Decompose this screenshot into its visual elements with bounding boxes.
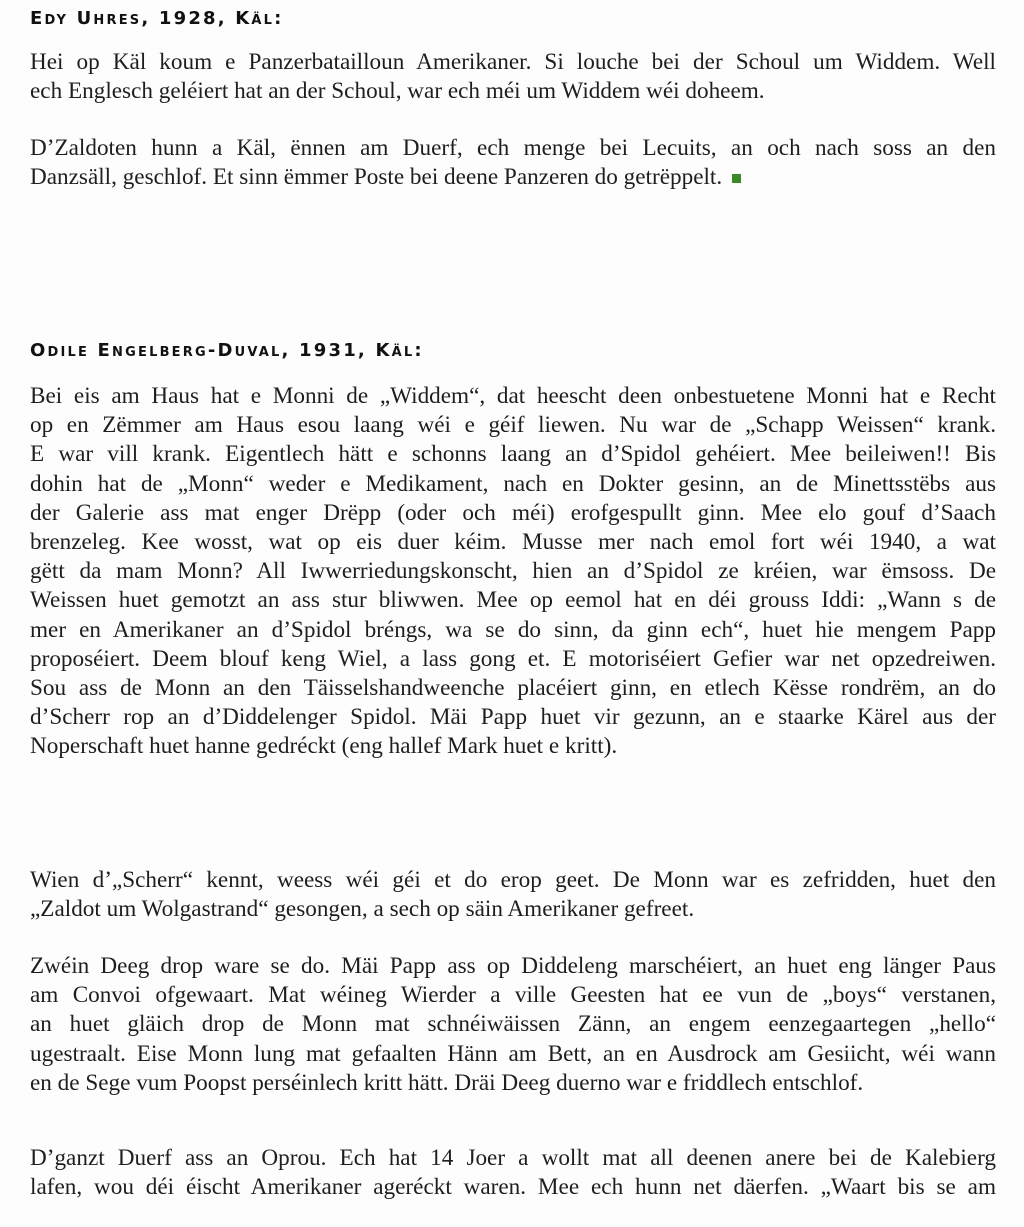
section-heading-odile-engelberg-duval: Odile Engelberg-Duval, 1931, Käl: xyxy=(30,340,424,361)
paragraph xyxy=(30,866,996,924)
text-line: am Convoi ofgewaart. Mat wéineg Wierder a ville Geesten hat ee vun de „boys“ verstanen, xyxy=(30,982,996,1009)
text-line: gëtt da mam Monn? All Iwwerriedungskonscht, hien an d’Spidol ze kréien, war ëmsoss. De xyxy=(30,558,996,585)
text-line: brenzeleg. Kee wosst, wat op eis duer kéim. Musse mer nach emol fort wéi 1940, a wat xyxy=(30,528,996,555)
text-line: Weissen huet gemotzt an ass stur bliwwen. Mee op eemol hat en déi grouss Iddi: „Wann s de xyxy=(30,587,996,614)
text-line: Noperschaft huet hanne gedréckt (eng hallef Mark huet e kritt). xyxy=(30,733,618,760)
text-line: „Zaldot um Wolgastrand“ gesongen, a sech op säin Amerikaner gefreet. xyxy=(30,896,695,923)
text-line: mer en Amerikaner an d’Spidol bréngs, wa se do sinn, da ginn ech“, huet hie mengem Papp xyxy=(30,616,996,643)
section-heading-edy-uhres: Edy Uhres, 1928, Käl: xyxy=(30,8,284,29)
paragraph xyxy=(30,952,996,1098)
text-line: proposéiert. Deem blouf keng Wiel, a lass gong et. E motoriséiert Gefier war net opzedreiwen. xyxy=(30,645,996,672)
text-line: D’ganzt Duerf ass an Oprou. Ech hat 14 Joer a wollt mat all deenen anere bei de Kalebierg xyxy=(30,1145,996,1171)
text-line xyxy=(30,163,996,192)
text-line: d’Scherr rop an d’Diddelenger Spidol. Mäi Papp huet vir gezunn, an e staarke Kärel aus der xyxy=(30,704,996,731)
text-line: der Galerie ass mat enger Drëpp (oder och méi) erofgespullt ginn. Mee elo gouf d’Saach xyxy=(30,499,996,526)
text-line: Zwéin Deeg drop ware se do. Mäi Papp ass op Diddeleng marschéiert, an huet eng länger Paus xyxy=(30,953,996,979)
text-line: ech Englesch geléiert hat an der Schoul, war ech méi um Widdem wéi doheem. xyxy=(30,78,765,105)
text-line-content: Danzsäll, geschlof. Et sinn ëmmer Poste bei deene Panzeren do getrëppelt. xyxy=(30,164,723,191)
text-line: Bei eis am Haus hat e Monni de „Widdem“, dat heescht deen onbestuetene Monni hat e Recht xyxy=(30,383,996,409)
paragraph xyxy=(30,48,996,106)
paragraph xyxy=(30,134,996,192)
text-line: Sou ass de Monn an den Täisselshandweenche placéiert ginn, en etlech Kësse rondrëm, an do xyxy=(30,674,996,701)
text-line: ugestraalt. Eise Monn lung mat gefaalten Hänn am Bett, an en Ausdrock am Gesiicht, wéi wann xyxy=(30,1040,996,1067)
text-line: Hei op Käl koum e Panzerbatailloun Amerikaner. Si louche bei der Schoul um Widdem. Well xyxy=(30,49,996,75)
text-line: Wien d’„Scherr“ kennt, weess wéi géi et do erop geet. De Monn war es zefridden, huet den xyxy=(30,867,996,893)
paragraph xyxy=(30,382,996,761)
green-square-end-mark-icon xyxy=(732,174,741,183)
paragraph xyxy=(30,1144,996,1202)
text-line: en de Sege vum Poopst perséinlech kritt hätt. Dräi Deeg duerno war e friddlech entschlof. xyxy=(30,1069,864,1096)
text-line: lafen, wou déi éischt Amerikaner ageréckt waren. Mee ech hunn net däerfen. „Waart bis se am xyxy=(30,1174,996,1201)
text-line: op en Zëmmer am Haus esou laang wéi e géif liewen. Nu war de „Schapp Weissen“ krank. xyxy=(30,412,996,439)
text-line: dohin hat de „Monn“ weder e Medikament, nach en Dokter gesinn, an de Minettsstëbs aus xyxy=(30,470,996,497)
text-line: D’Zaldoten hunn a Käl, ënnen am Duerf, ech menge bei Lecuits, an och nach soss an den xyxy=(30,135,996,161)
text-line: E war vill krank. Eigentlech hätt e schonns laang an d’Spidol gehéiert. Mee beileiwen!! Bis xyxy=(30,441,996,468)
text-line: an huet gläich drop de Monn mat schnéiwäissen Zänn, an engem eenzegaartegen „hello“ xyxy=(30,1011,996,1038)
